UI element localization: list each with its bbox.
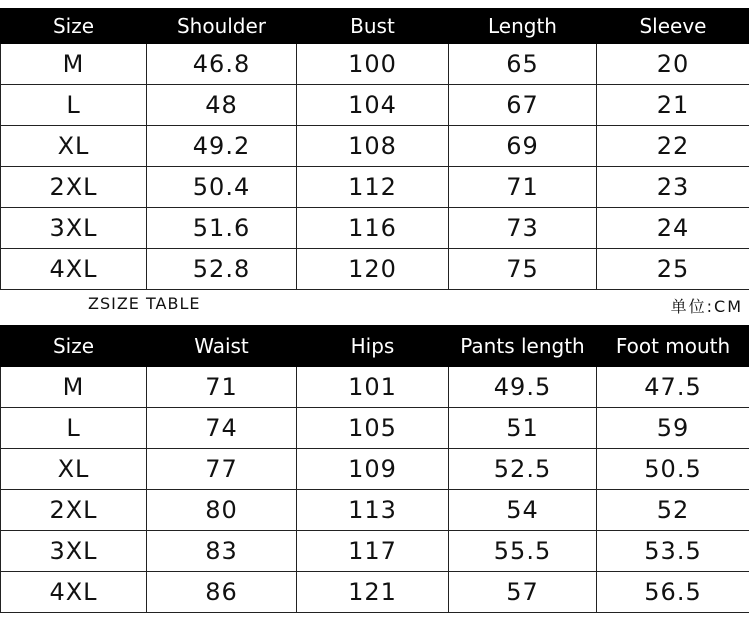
table-cell: 57: [449, 572, 597, 613]
table-row: [1, 408, 749, 449]
table-row: [1, 367, 749, 408]
table-cell: XL: [1, 126, 147, 167]
table-cell: 55.5: [449, 531, 597, 572]
table-cell: 20: [597, 44, 749, 85]
unit-label: 单位:CM: [670, 297, 743, 316]
table-cell: 47.5: [597, 367, 749, 408]
table-row: [1, 249, 749, 290]
table-cell: 74: [147, 408, 297, 449]
table-row: [1, 126, 749, 167]
header-cell: Size: [1, 326, 147, 367]
table-cell: 49.5: [449, 367, 597, 408]
table-cell: 53.5: [597, 531, 749, 572]
table-row: [1, 167, 749, 208]
table-cell: 50.4: [147, 167, 297, 208]
table-cell: 3XL: [1, 531, 147, 572]
table-cell: L: [1, 408, 147, 449]
table-cell: 104: [297, 85, 449, 126]
table-cell: 59: [597, 408, 749, 449]
table-cell: 4XL: [1, 572, 147, 613]
size-table-caption: ZSIZE TABLE: [88, 294, 201, 313]
table-cell: 112: [297, 167, 449, 208]
header-cell: Waist: [147, 326, 297, 367]
table-row: [1, 572, 749, 613]
table-row: [1, 490, 749, 531]
table-row: [1, 449, 749, 490]
table-cell: 113: [297, 490, 449, 531]
table-cell: 21: [597, 85, 749, 126]
header-cell: Bust: [297, 9, 449, 44]
table-row: [1, 85, 749, 126]
table-cell: 67: [449, 85, 597, 126]
table-row: [1, 44, 749, 85]
table-cell: 116: [297, 208, 449, 249]
table-cell: 2XL: [1, 167, 147, 208]
table-cell: 121: [297, 572, 449, 613]
header-row: [1, 9, 749, 44]
table-cell: 46.8: [147, 44, 297, 85]
table-cell: 71: [147, 367, 297, 408]
table-cell: 52.5: [449, 449, 597, 490]
table-cell: 52.8: [147, 249, 297, 290]
table-cell: 100: [297, 44, 449, 85]
table-cell: 23: [597, 167, 749, 208]
table-cell: 83: [147, 531, 297, 572]
table-cell: 54: [449, 490, 597, 531]
table-cell: 3XL: [1, 208, 147, 249]
table-cell: 4XL: [1, 249, 147, 290]
table-cell: 50.5: [597, 449, 749, 490]
header-cell: Pants length: [449, 326, 597, 367]
top-size-table: [0, 8, 749, 290]
table-row: [1, 531, 749, 572]
table-cell: 109: [297, 449, 449, 490]
table-cell: 80: [147, 490, 297, 531]
header-cell: Size: [1, 9, 147, 44]
table-cell: 52: [597, 490, 749, 531]
table-cell: 71: [449, 167, 597, 208]
header-cell: Hips: [297, 326, 449, 367]
table-cell: 49.2: [147, 126, 297, 167]
header-cell: Sleeve: [597, 9, 749, 44]
table-cell: 25: [597, 249, 749, 290]
table-cell: 48: [147, 85, 297, 126]
table-cell: 2XL: [1, 490, 147, 531]
header-cell: Foot mouth: [597, 326, 749, 367]
table-cell: 105: [297, 408, 449, 449]
table-cell: 120: [297, 249, 449, 290]
table-row: [1, 208, 749, 249]
table-cell: 73: [449, 208, 597, 249]
header-cell: Shoulder: [147, 9, 297, 44]
table-cell: 51.6: [147, 208, 297, 249]
table-cell: 75: [449, 249, 597, 290]
table-cell: 56.5: [597, 572, 749, 613]
table-cell: 69: [449, 126, 597, 167]
table-cell: 101: [297, 367, 449, 408]
table-cell: 117: [297, 531, 449, 572]
table-cell: M: [1, 367, 147, 408]
table-cell: L: [1, 85, 147, 126]
header-cell: Length: [449, 9, 597, 44]
table-cell: M: [1, 44, 147, 85]
header-row: [1, 326, 749, 367]
table-cell: 77: [147, 449, 297, 490]
table-cell: 108: [297, 126, 449, 167]
table-cell: 65: [449, 44, 597, 85]
table-cell: 86: [147, 572, 297, 613]
table-cell: 51: [449, 408, 597, 449]
bottom-size-table: [0, 325, 749, 613]
table-cell: 24: [597, 208, 749, 249]
table-cell: XL: [1, 449, 147, 490]
table-cell: 22: [597, 126, 749, 167]
